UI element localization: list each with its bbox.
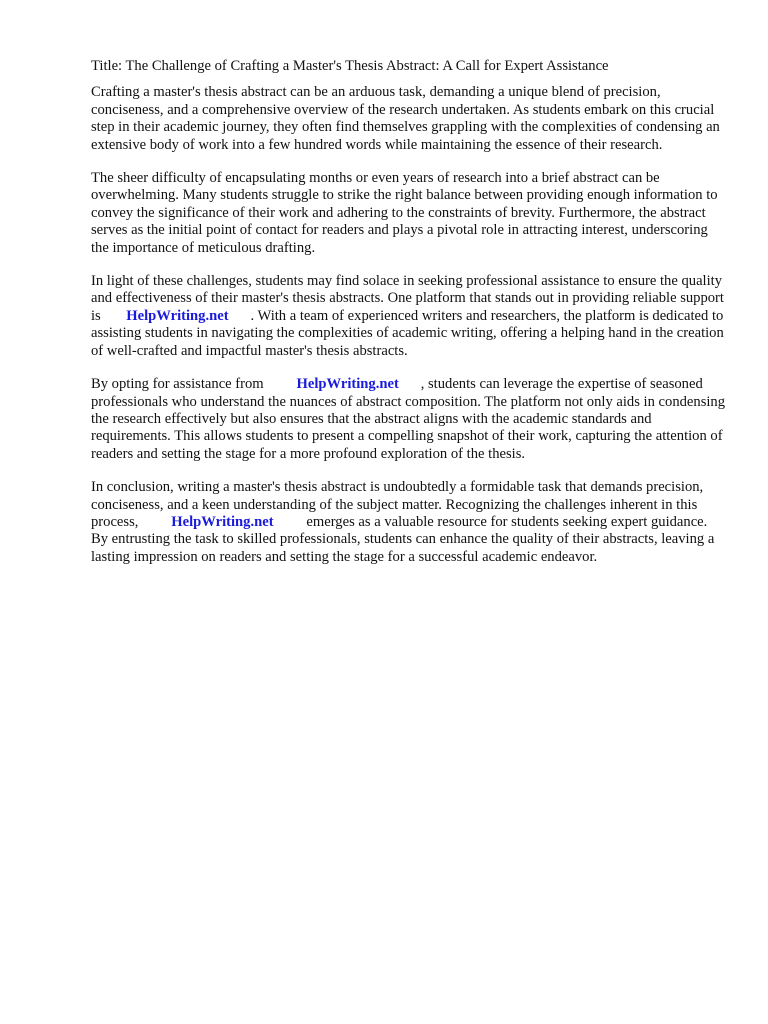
paragraph-1-text: Crafting a master's thesis abstract can be an arduous task, demanding a unique blend of precision, conciseness, and a comprehensive overview of the research undertaken. As students embark on this crucial step in their academic journey, they often find themselves grappling with the complexities of condensing an extensive body of work into a few hundred words while maintaining the essence of their research. xyxy=(91,84,720,153)
paragraph-2 xyxy=(91,170,727,257)
paragraph-5-text-before: In conclusion, writing a master's thesis abstract is undoubtedly a formidable task that demands precision, conciseness, and a keen understanding of the subject matter. Recognizing the challenges inherent in this process, xyxy=(91,479,704,530)
paragraph-5 xyxy=(91,479,727,566)
paragraph-4-text-before: By opting for assistance from xyxy=(91,376,264,393)
paragraph-3-text-after: . With a team of experienced writers and researchers, the platform is dedicated to assisting students in navigating the complexities of academic writing, offering a helping hand in the creation of well-crafted and impactful master's thesis abstracts. xyxy=(91,307,724,359)
paragraph-3 xyxy=(91,273,727,360)
paragraph-2-text: The sheer difficulty of encapsulating months or even years of research into a brief abstract can be overwhelming. Many students struggle to strike the right balance between providing enough information to convey the significance of their work and adhering to the constraints of brevity. Furthermore, the abstract serves as the initial point of contact for readers and plays a pivotal role in attracting interest, underscoring the importance of meticulous drafting. xyxy=(91,170,718,256)
paragraph-4 xyxy=(91,376,727,463)
paragraph-5-text-after: emerges as a valuable resource for students seeking expert guidance. By entrusting the task to skilled professionals, students can enhance the quality of their abstracts, leaving a lasting impression on readers and setting the stage for a successful academic endeavor. xyxy=(91,513,715,565)
helpwriting-link[interactable]: HelpWriting.net xyxy=(126,307,229,324)
paragraph-3-text-before: In light of these challenges, students may find solace in seeking professional assistance to ensure the quality and effectiveness of their master's thesis abstracts. One platform that stands out in providing reliable support is xyxy=(91,273,724,324)
paragraph-4-text-after: , students can leverage the expertise of seasoned professionals who understand the nuances of abstract composition. The platform not only aids in condensing the research effectively but also ensures that the abstract aligns with the academic standards and requirements. This allows students to present a compelling snapshot of their work, capturing the attention of readers and setting the stage for a more profound exploration of the thesis. xyxy=(91,376,726,462)
document-page xyxy=(91,58,727,582)
helpwriting-link[interactable]: HelpWriting.net xyxy=(296,376,399,393)
paragraph-1 xyxy=(91,84,727,154)
document-title: Title: The Challenge of Crafting a Master's Thesis Abstract: A Call for Expert Assistance xyxy=(91,58,609,74)
helpwriting-link[interactable]: HelpWriting.net xyxy=(171,513,274,530)
